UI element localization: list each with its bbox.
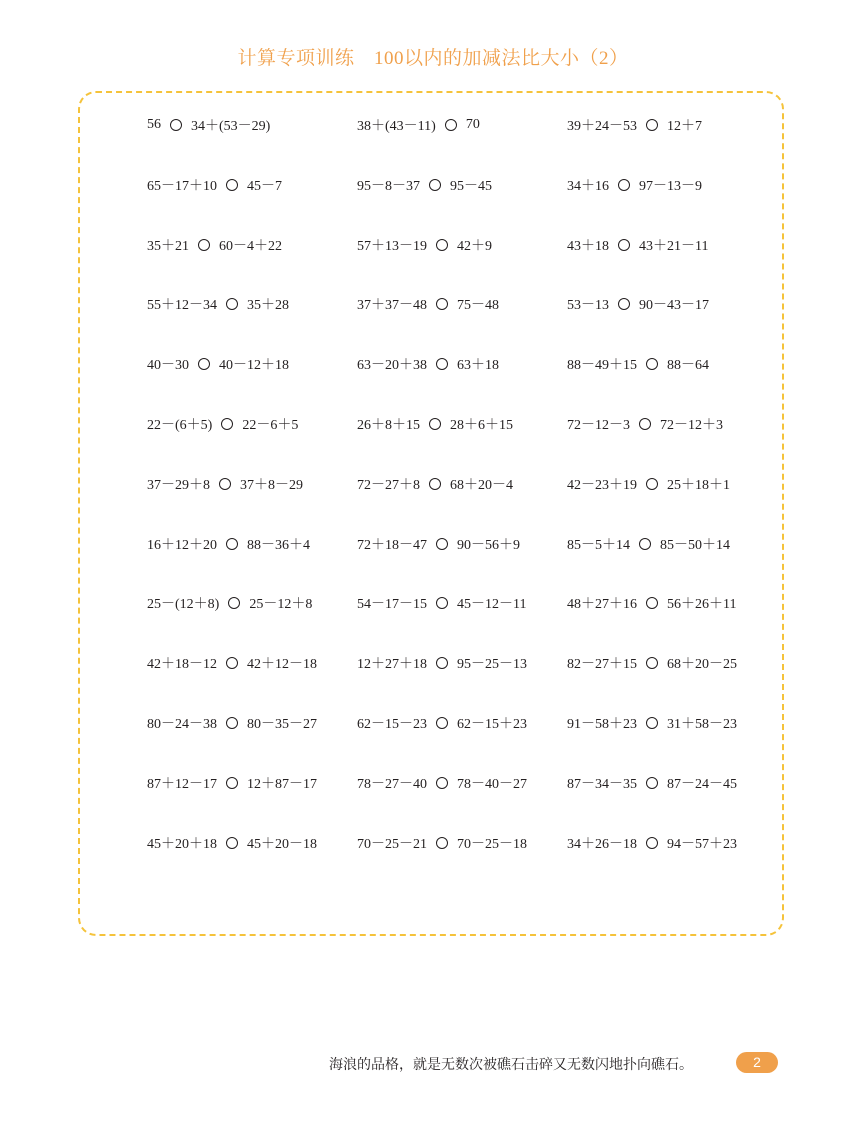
right-expression: 95－25－13 xyxy=(457,657,527,673)
comparison-item xyxy=(147,650,317,676)
answer-circle[interactable] xyxy=(646,478,658,490)
right-expression: 31＋58－23 xyxy=(667,716,737,732)
right-expression: 97－13－9 xyxy=(639,178,702,194)
left-expression: 91－58＋23 xyxy=(567,716,637,732)
answer-circle[interactable] xyxy=(436,239,448,251)
comparison-item xyxy=(147,770,317,796)
right-expression: 85－50＋14 xyxy=(660,537,730,553)
comparison-item xyxy=(567,650,737,676)
left-expression: 57＋13－19 xyxy=(357,238,427,254)
exercise-row xyxy=(147,411,767,471)
left-expression: 54－17－15 xyxy=(357,597,427,613)
right-expression: 70－25－18 xyxy=(457,836,527,852)
answer-circle[interactable] xyxy=(226,837,238,849)
left-expression: 65－17＋10 xyxy=(147,178,217,194)
answer-circle[interactable] xyxy=(226,657,238,669)
right-expression: 42＋9 xyxy=(457,238,492,254)
right-expression: 12＋87－17 xyxy=(247,776,317,792)
exercise-row xyxy=(147,830,767,890)
right-expression: 37＋8－29 xyxy=(240,477,303,493)
comparison-item xyxy=(567,590,736,616)
comparison-item xyxy=(147,232,282,258)
answer-circle[interactable] xyxy=(436,298,448,310)
left-expression: 72－12－3 xyxy=(567,417,630,433)
answer-circle[interactable] xyxy=(221,418,233,430)
comparison-item xyxy=(567,172,702,198)
comparison-item xyxy=(567,411,723,437)
comparison-item xyxy=(567,830,737,856)
left-expression: 40－30 xyxy=(147,358,189,374)
comparison-item xyxy=(357,830,527,856)
right-expression: 22－6＋5 xyxy=(242,417,299,433)
right-expression: 75－48 xyxy=(457,298,499,314)
exercise-grid xyxy=(147,112,767,889)
comparison-item xyxy=(357,770,527,796)
left-expression: 37＋37－48 xyxy=(357,298,427,314)
left-expression: 37－29＋8 xyxy=(147,477,210,493)
right-expression: 40－12＋18 xyxy=(219,358,289,374)
left-expression: 55＋12－34 xyxy=(147,298,217,314)
right-expression: 78－40－27 xyxy=(457,776,527,792)
left-expression: 82－27＋15 xyxy=(567,657,637,673)
comparison-item xyxy=(357,710,527,736)
left-expression: 34＋16 xyxy=(567,178,609,194)
comparison-item xyxy=(147,112,270,138)
answer-circle[interactable] xyxy=(219,478,231,490)
answer-circle[interactable] xyxy=(618,179,630,191)
right-expression: 94－57＋23 xyxy=(667,836,737,852)
answer-circle[interactable] xyxy=(436,837,448,849)
answer-circle[interactable] xyxy=(639,538,651,550)
right-expression: 34＋(53－29) xyxy=(191,119,271,134)
comparison-item xyxy=(147,710,317,736)
comparison-item xyxy=(357,291,499,317)
exercise-row xyxy=(147,590,767,650)
left-expression: 26＋8＋15 xyxy=(357,417,420,433)
comparison-item xyxy=(147,411,298,437)
right-expression: 45－12－11 xyxy=(457,597,527,613)
comparison-item xyxy=(147,471,303,497)
exercise-row xyxy=(147,351,767,411)
left-expression: 80－24－38 xyxy=(147,716,217,732)
comparison-item xyxy=(567,232,708,258)
left-expression: 78－27－40 xyxy=(357,776,427,792)
exercise-row xyxy=(147,112,767,172)
comparison-item xyxy=(147,351,289,377)
answer-circle[interactable] xyxy=(618,239,630,251)
answer-circle[interactable] xyxy=(436,538,448,550)
answer-circle[interactable] xyxy=(646,119,658,131)
comparison-item xyxy=(567,291,709,317)
comparison-item xyxy=(357,411,513,437)
exercise-row xyxy=(147,531,767,591)
answer-circle[interactable] xyxy=(639,418,651,430)
right-expression: 12＋7 xyxy=(667,119,702,134)
left-expression: 48＋27＋16 xyxy=(567,597,637,613)
left-expression: 38＋(43－11) xyxy=(357,119,436,134)
answer-circle[interactable] xyxy=(436,358,448,370)
comparison-item xyxy=(357,351,499,377)
left-expression: 35＋21 xyxy=(147,238,189,254)
right-expression: 42＋12－18 xyxy=(247,657,317,673)
right-expression: 72－12＋3 xyxy=(660,417,723,433)
answer-circle[interactable] xyxy=(646,657,658,669)
comparison-item xyxy=(357,531,520,557)
comparison-item xyxy=(567,710,737,736)
exercise-row xyxy=(147,471,767,531)
exercise-row xyxy=(147,291,767,351)
answer-circle[interactable] xyxy=(226,777,238,789)
answer-circle[interactable] xyxy=(646,717,658,729)
left-expression: 70－25－21 xyxy=(357,836,427,852)
right-expression: 45－7 xyxy=(247,178,282,194)
right-expression: 90－43－17 xyxy=(639,298,709,314)
right-expression: 87－24－45 xyxy=(667,776,737,792)
comparison-item xyxy=(147,291,289,317)
right-expression: 25－12＋8 xyxy=(249,597,313,613)
answer-circle[interactable] xyxy=(429,418,441,430)
answer-circle[interactable] xyxy=(198,358,210,370)
left-expression: 88－49＋15 xyxy=(567,358,637,374)
answer-circle[interactable] xyxy=(646,358,658,370)
comparison-item xyxy=(567,770,737,796)
comparison-item xyxy=(357,232,492,258)
left-expression: 42＋18－12 xyxy=(147,657,217,673)
page-title: 计算专项训练 100以内的加减法比大小（2） xyxy=(237,48,629,69)
comparison-item xyxy=(357,471,513,497)
right-expression: 35＋28 xyxy=(247,298,289,314)
answer-circle[interactable] xyxy=(429,179,441,191)
comparison-item xyxy=(357,112,480,138)
right-expression: 25＋18＋1 xyxy=(667,477,730,493)
left-expression: 43＋18 xyxy=(567,238,609,254)
left-expression: 39＋24－53 xyxy=(567,119,637,134)
comparison-item xyxy=(567,112,702,138)
left-expression: 16＋12＋20 xyxy=(147,537,217,553)
comparison-item xyxy=(567,471,730,497)
right-expression: 60－4＋22 xyxy=(219,238,282,254)
right-expression: 90－56＋9 xyxy=(457,537,520,553)
left-expression: 42－23＋19 xyxy=(567,477,637,493)
right-expression: 68＋20－4 xyxy=(450,477,513,493)
left-expression: 12＋27＋18 xyxy=(357,657,427,673)
left-expression: 87－34－35 xyxy=(567,776,637,792)
answer-circle[interactable] xyxy=(646,597,658,609)
right-expression: 62－15＋23 xyxy=(457,716,527,732)
left-expression: 45＋20＋18 xyxy=(147,836,217,852)
right-expression: 95－45 xyxy=(450,178,492,194)
answer-circle[interactable] xyxy=(198,239,210,251)
answer-circle[interactable] xyxy=(228,597,240,609)
comparison-item xyxy=(147,590,312,616)
exercise-row xyxy=(147,770,767,830)
comparison-item xyxy=(357,650,527,676)
answer-circle[interactable] xyxy=(436,597,448,609)
right-expression: 45＋20－18 xyxy=(247,836,317,852)
answer-circle[interactable] xyxy=(170,119,182,131)
left-expression: 56 xyxy=(147,117,161,132)
right-expression: 70 xyxy=(465,117,480,132)
answer-circle[interactable] xyxy=(429,478,441,490)
answer-circle[interactable] xyxy=(436,777,448,789)
answer-circle[interactable] xyxy=(226,298,238,310)
exercise-row xyxy=(147,172,767,232)
left-expression: 25－(12＋8) xyxy=(147,597,220,613)
left-expression: 87＋12－17 xyxy=(147,776,217,792)
right-expression: 88－36＋4 xyxy=(247,537,310,553)
left-expression: 72－27＋8 xyxy=(357,477,420,493)
left-expression: 63－20＋38 xyxy=(357,358,427,374)
right-expression: 43＋21－11 xyxy=(639,238,709,254)
comparison-item xyxy=(147,531,310,557)
left-expression: 95－8－37 xyxy=(357,178,420,194)
answer-circle[interactable] xyxy=(646,777,658,789)
exercise-row xyxy=(147,232,767,292)
answer-circle[interactable] xyxy=(436,657,448,669)
answer-circle[interactable] xyxy=(436,717,448,729)
left-expression: 34＋26－18 xyxy=(567,836,637,852)
left-expression: 85－5＋14 xyxy=(567,537,630,553)
answer-circle[interactable] xyxy=(618,298,630,310)
comparison-item xyxy=(357,172,492,198)
answer-circle[interactable] xyxy=(445,119,457,131)
left-expression: 72＋18－47 xyxy=(357,537,427,553)
answer-circle[interactable] xyxy=(226,717,238,729)
answer-circle[interactable] xyxy=(226,179,238,191)
left-expression: 53－13 xyxy=(567,298,609,314)
left-expression: 22－(6＋5) xyxy=(147,417,213,433)
right-expression: 80－35－27 xyxy=(247,716,317,732)
comparison-item xyxy=(147,172,282,198)
answer-circle[interactable] xyxy=(646,837,658,849)
comparison-item xyxy=(147,830,317,856)
exercise-row xyxy=(147,650,767,710)
comparison-item xyxy=(357,590,526,616)
right-expression: 88－64 xyxy=(667,358,709,374)
comparison-item xyxy=(567,351,709,377)
page-number-badge: 2 xyxy=(736,1052,778,1073)
comparison-item xyxy=(567,531,730,557)
right-expression: 68＋20－25 xyxy=(667,657,737,673)
exercise-row xyxy=(147,710,767,770)
right-expression: 28＋6＋15 xyxy=(450,417,513,433)
footer-quote: 海浪的品格，就是无数次被礁石击碎又无数闪地扑向礁石。 xyxy=(329,1058,693,1073)
right-expression: 56＋26＋11 xyxy=(667,597,737,613)
right-expression: 63＋18 xyxy=(457,358,499,374)
answer-circle[interactable] xyxy=(226,538,238,550)
left-expression: 62－15－23 xyxy=(357,716,427,732)
